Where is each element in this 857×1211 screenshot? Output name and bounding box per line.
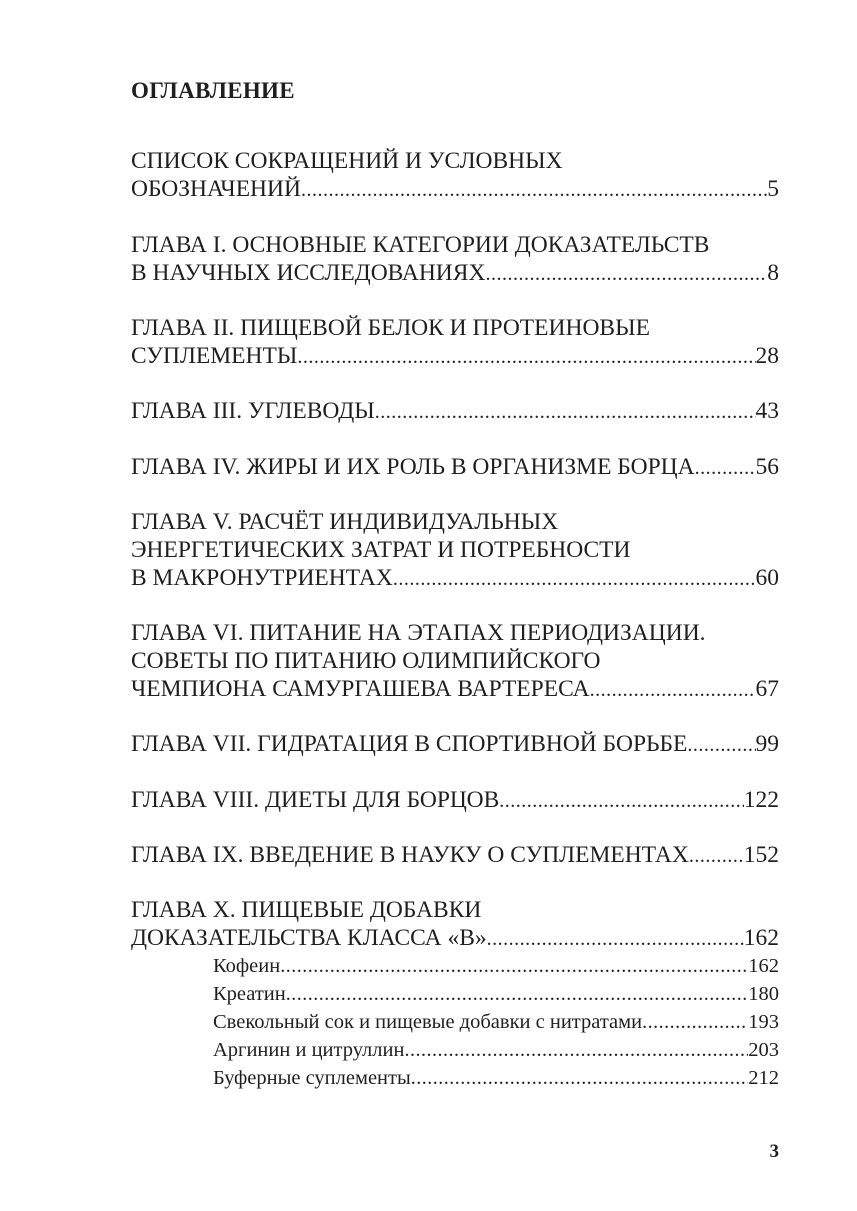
dot-leader: [689, 842, 744, 870]
toc-subentry-buffers[interactable]: [213, 1064, 779, 1092]
page-number: 3: [769, 1141, 779, 1162]
toc-entry-chapter-6[interactable]: [131, 675, 779, 703]
toc-entry-title: В МАКРОНУТРИЕНТАХ: [131, 565, 393, 591]
toc-entry-chapter-5[interactable]: [131, 564, 779, 592]
dot-leader: [286, 980, 749, 1008]
toc-entry-page: 60: [755, 565, 779, 591]
toc-entry-page: 99: [755, 731, 779, 757]
toc-subentry-page: 203: [748, 1039, 779, 1061]
toc-entry-page: 162: [743, 925, 779, 951]
toc-entry-page: 122: [743, 787, 779, 813]
toc-entry-page: 67: [755, 676, 779, 702]
toc-entry-page: 152: [743, 842, 779, 868]
dot-leader: [695, 454, 756, 482]
dot-leader: [487, 925, 744, 953]
dot-leader: [301, 176, 767, 204]
toc-entry-list-of-abbreviations-line-1: СПИСОК СОКРАЩЕНИЙ И УСЛОВНЫХ: [131, 148, 563, 174]
dot-leader: [297, 343, 755, 371]
toc-subentry-title: Креатин: [213, 983, 286, 1005]
toc-entry-chapter-5-line-1: ГЛАВА V. РАСЧЁТ ИНДИВИДУАЛЬНЫХ: [131, 509, 559, 535]
dot-leader: [687, 731, 755, 759]
toc-entry-title: ГЛАВА IV. ЖИРЫ И ИХ РОЛЬ В ОРГАНИЗМЕ БОРЦА: [131, 454, 695, 480]
toc-subentry-page: 162: [748, 955, 779, 977]
toc-entry-title: ДОКАЗАТЕЛЬСТВА КЛАССА «В»: [131, 925, 487, 951]
toc-entry-title: В НАУЧНЫХ ИССЛЕДОВАНИЯХ: [131, 260, 486, 286]
toc-entry-title: ЧЕМПИОНА САМУРГАШЕВА ВАРТЕРЕСА: [131, 676, 590, 702]
toc-entry-chapter-2-line-1: ГЛАВА II. ПИЩЕВОЙ БЕЛОК И ПРОТЕИНОВЫЕ: [131, 315, 650, 341]
toc-entry-list-of-abbreviations[interactable]: [131, 175, 779, 203]
toc-subentry-arginine[interactable]: [213, 1036, 779, 1064]
toc-subentry-page: 193: [748, 1011, 779, 1033]
toc-entry-chapter-1-line-1: ГЛАВА I. ОСНОВНЫЕ КАТЕГОРИИ ДОКАЗАТЕЛЬСТВ: [131, 232, 710, 258]
dot-leader: [393, 565, 756, 593]
toc-entry-title: ГЛАВА VII. ГИДРАТАЦИЯ В СПОРТИВНОЙ БОРЬБЕ: [131, 731, 688, 757]
dot-leader: [375, 398, 756, 426]
dot-leader: [280, 952, 748, 980]
toc-subentry-title: Свекольный сок и пищевые добавки с нитратами: [213, 1011, 643, 1033]
toc-entry-chapter-1[interactable]: [131, 259, 779, 287]
toc-entry-page: 28: [755, 343, 779, 369]
toc-entry-page: 8: [767, 260, 779, 286]
dot-leader: [590, 676, 756, 704]
toc-entry-chapter-6-line-2: СОВЕТЫ ПО ПИТАНИЮ ОЛИМПИЙСКОГО: [131, 648, 601, 674]
toc-heading: ОГЛАВЛЕНИЕ: [131, 78, 295, 103]
toc-entry-title: ГЛАВА VIII. ДИЕТЫ ДЛЯ БОРЦОВ: [131, 787, 500, 813]
toc-entry-page: 56: [755, 454, 779, 480]
toc-entry-title: ОБОЗНАЧЕНИЙ: [131, 176, 301, 202]
dot-leader: [411, 1064, 748, 1092]
toc-subentry-beet-juice[interactable]: [213, 1008, 779, 1036]
toc-subentry-caffeine[interactable]: [213, 952, 779, 980]
toc-subentry-title: Аргинин и цитруллин: [213, 1039, 405, 1061]
toc-entry-chapter-10-line-1: ГЛАВА X. ПИЩЕВЫЕ ДОБАВКИ: [131, 897, 482, 923]
toc-subentry-title: Буферные суплементы: [213, 1067, 411, 1089]
toc-entry-chapter-8[interactable]: [131, 786, 779, 814]
toc-entry-chapter-3[interactable]: [131, 397, 779, 425]
toc-entry-chapter-6-line-1: ГЛАВА VI. ПИТАНИЕ НА ЭТАПАХ ПЕРИОДИЗАЦИИ.: [131, 620, 706, 646]
toc-entry-title: ГЛАВА III. УГЛЕВОДЫ: [131, 398, 375, 424]
toc-entry-chapter-10[interactable]: [131, 924, 779, 952]
toc-subentry-creatine[interactable]: [213, 980, 779, 1008]
toc-subentry-page: 180: [748, 983, 779, 1005]
dot-leader: [404, 1036, 748, 1064]
toc-entry-page: 5: [767, 176, 779, 202]
toc-entry-chapter-2[interactable]: [131, 342, 779, 370]
toc-entry-chapter-5-line-2: ЭНЕРГЕТИЧЕСКИХ ЗАТРАТ И ПОТРЕБНОСТИ: [131, 537, 631, 563]
dot-leader: [642, 1008, 748, 1036]
toc-entry-title: СУПЛЕМЕНТЫ: [131, 343, 298, 369]
toc-entry-chapter-4[interactable]: [131, 453, 779, 481]
toc-subentry-title: Кофеин: [213, 955, 281, 977]
toc-entry-chapter-7[interactable]: [131, 730, 779, 758]
toc-entry-chapter-9[interactable]: [131, 841, 779, 869]
dot-leader: [485, 260, 767, 288]
toc-subentry-page: 212: [748, 1067, 779, 1089]
toc-entry-page: 43: [755, 398, 779, 424]
dot-leader: [499, 787, 744, 815]
toc-entry-title: ГЛАВА IX. ВВЕДЕНИЕ В НАУКУ О СУПЛЕМЕНТАХ: [131, 842, 689, 868]
